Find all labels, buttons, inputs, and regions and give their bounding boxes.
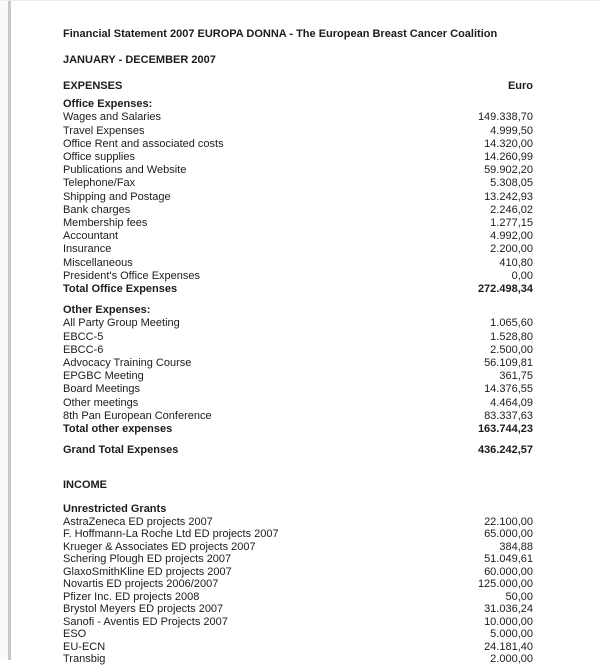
expense-label: Miscellaneous	[63, 256, 133, 269]
grant-row	[63, 541, 533, 554]
expense-label: All Party Group Meeting	[63, 317, 180, 330]
office-expenses-header: Office Expenses:	[63, 98, 153, 111]
page-edge-margin	[0, 1, 8, 660]
expense-label: Board Meetings	[63, 383, 141, 396]
grant-row	[63, 616, 533, 629]
expense-label: Wages and Salaries	[63, 111, 162, 124]
grant-label: Krueger & Associates ED projects 2007	[63, 540, 256, 553]
expense-row	[63, 344, 533, 357]
expense-row	[63, 204, 533, 217]
grant-label: Schering Plough ED projects 2007	[63, 553, 232, 566]
expense-label: Bank charges	[63, 203, 131, 216]
grand-total-expenses-label: Grand Total Expenses	[63, 444, 179, 457]
expense-row	[63, 383, 533, 396]
expense-value: 1.065,60	[490, 317, 533, 330]
expense-label: EPGBC Meeting	[63, 370, 144, 383]
grant-row	[63, 528, 533, 541]
expense-value: 14.320,00	[484, 137, 533, 150]
expense-row	[63, 164, 533, 177]
expense-row	[63, 370, 533, 383]
expense-row	[63, 177, 533, 190]
expense-row	[63, 270, 533, 283]
expense-label: Publications and Website	[63, 164, 187, 177]
grant-row	[63, 578, 533, 591]
grant-value: 65.000,00	[484, 528, 533, 541]
expense-value: 2.200,00	[490, 243, 533, 256]
grand-total-expenses-row	[63, 444, 533, 457]
expense-row	[63, 191, 533, 204]
total-office-expenses-row	[63, 283, 533, 296]
expense-value: 1.277,15	[490, 217, 533, 230]
expense-value: 2.246,02	[490, 203, 533, 216]
grant-value: 31.036,24	[484, 603, 533, 616]
grant-label: Sanofi - Aventis ED Projects 2007	[63, 615, 228, 628]
grant-row	[63, 591, 533, 604]
expense-row	[63, 151, 533, 164]
expense-label: Membership fees	[63, 217, 148, 230]
unrestricted-grants-section	[63, 503, 533, 666]
grant-value: 50,00	[505, 590, 533, 603]
total-office-expenses-label: Total Office Expenses	[63, 283, 178, 296]
expense-row	[63, 243, 533, 256]
document-page	[63, 28, 533, 666]
grant-label: EU-ECN	[63, 640, 106, 653]
document-title: Financial Statement 2007 EUROPA DONNA - The European Breast Cancer Coalition	[63, 28, 498, 40]
expense-value: 0,00	[511, 269, 533, 282]
grant-value: 10.000,00	[484, 615, 533, 628]
grant-value: 60.000,00	[484, 565, 533, 578]
office-expenses-section	[63, 98, 533, 296]
expense-label: Accountant	[63, 230, 119, 243]
grant-value: 384,88	[499, 540, 533, 553]
unrestricted-grants-rows	[63, 516, 533, 666]
expense-label: Telephone/Fax	[63, 177, 136, 190]
other-expenses-header: Other Expenses:	[63, 304, 151, 317]
grant-label: Pfizer Inc. ED projects 2008	[63, 590, 200, 603]
expense-value: 410,80	[499, 256, 533, 269]
expense-label: Office Rent and associated costs	[63, 137, 224, 150]
expense-label: Office supplies	[63, 151, 135, 164]
expense-label: Insurance	[63, 243, 112, 256]
expense-value: 2.500,00	[490, 343, 533, 356]
expense-value: 83.337,63	[484, 409, 533, 422]
grant-value: 24.181,40	[484, 640, 533, 653]
expense-label: 8th Pan European Conference	[63, 409, 212, 422]
grant-value: 125.000,00	[477, 578, 533, 591]
grant-value: 2.000,00	[490, 653, 533, 666]
expense-value: 14.376,55	[484, 383, 533, 396]
expense-label: Travel Expenses	[63, 124, 145, 137]
period-label: JANUARY - DECEMBER 2007	[63, 54, 216, 66]
expense-value: 13.242,93	[484, 190, 533, 203]
expense-label: Advocacy Training Course	[63, 357, 192, 370]
other-expenses-rows	[63, 317, 533, 423]
grant-row	[63, 628, 533, 641]
expense-row	[63, 125, 533, 138]
total-other-expenses-label: Total other expenses	[63, 423, 173, 436]
grant-row	[63, 566, 533, 579]
grant-row	[63, 653, 533, 666]
grant-label: F. Hoffmann-La Roche Ltd ED projects 2007	[63, 528, 279, 541]
expense-label: EBCC-6	[63, 343, 104, 356]
expense-value: 149.338,70	[477, 111, 533, 124]
expense-value: 56.109,81	[484, 357, 533, 370]
expense-label: Shipping and Postage	[63, 190, 171, 203]
expense-row	[63, 230, 533, 243]
grant-label: GlaxoSmithKline ED projects 2007	[63, 565, 232, 578]
expense-value: 1.528,80	[490, 330, 533, 343]
grant-value: 5.000,00	[490, 628, 533, 641]
grant-row	[63, 553, 533, 566]
expense-value: 59.902,20	[484, 164, 533, 177]
grant-value: 22.100,00	[484, 515, 533, 528]
expense-value: 4.992,00	[490, 230, 533, 243]
expense-row	[63, 217, 533, 230]
expense-row	[63, 111, 533, 124]
total-other-expenses-row	[63, 423, 533, 436]
expenses-header-row	[63, 80, 533, 93]
expenses-section-title: EXPENSES	[63, 80, 123, 92]
grant-label: Novartis ED projects 2006/2007	[63, 578, 219, 591]
income-section-title: INCOME	[63, 479, 107, 492]
expense-label: EBCC-5	[63, 330, 104, 343]
currency-column-label: Euro	[507, 80, 533, 92]
other-expenses-section	[63, 304, 533, 436]
expense-row	[63, 397, 533, 410]
grant-label: Brystol Meyers ED projects 2007	[63, 603, 224, 616]
expense-value: 5.308,05	[490, 177, 533, 190]
office-expenses-rows	[63, 111, 533, 283]
expense-label: Other meetings	[63, 396, 139, 409]
expense-value: 4.999,50	[490, 124, 533, 137]
grant-value: 51.049,61	[484, 553, 533, 566]
grant-label: ESO	[63, 628, 87, 641]
expense-value: 361,75	[499, 370, 533, 383]
grand-total-expenses-value: 436.242,57	[477, 444, 533, 457]
page-edge-strip	[8, 1, 11, 660]
total-office-expenses-value: 272.498,34	[477, 283, 533, 296]
expense-row	[63, 410, 533, 423]
expense-value: 14.260,99	[484, 151, 533, 164]
expense-label: President's Office Expenses	[63, 269, 201, 282]
grant-row	[63, 516, 533, 529]
expense-row	[63, 138, 533, 151]
expense-row	[63, 317, 533, 330]
expense-row	[63, 357, 533, 370]
grant-label: Transbig	[63, 653, 106, 666]
grant-label: AstraZeneca ED projects 2007	[63, 515, 213, 528]
total-other-expenses-value: 163.744,23	[477, 423, 533, 436]
unrestricted-grants-header: Unrestricted Grants	[63, 502, 167, 515]
expense-row	[63, 257, 533, 270]
grant-row	[63, 603, 533, 616]
expense-value: 4.464,09	[490, 396, 533, 409]
expense-row	[63, 331, 533, 344]
grant-row	[63, 641, 533, 654]
